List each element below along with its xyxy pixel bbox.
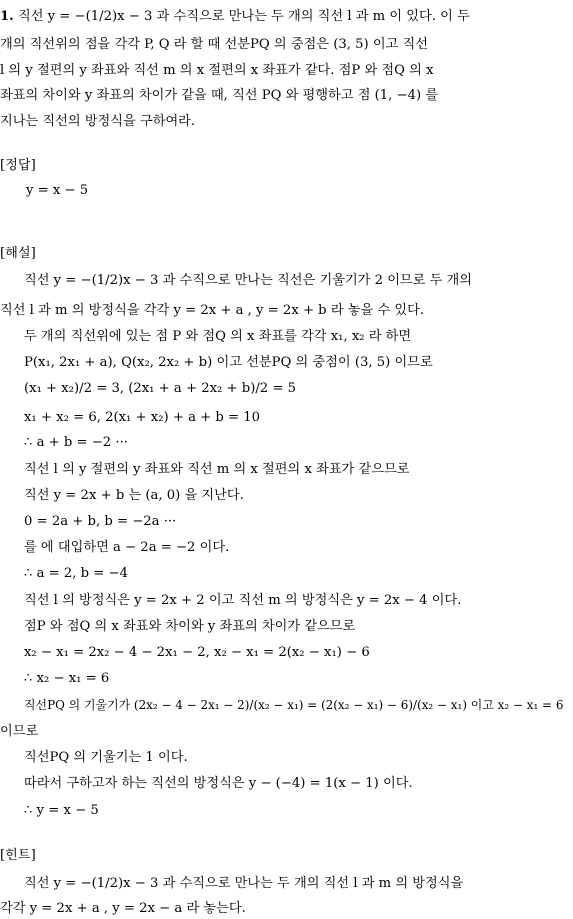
explanation-line: ∴ y = x − 5 bbox=[24, 803, 99, 818]
hint-line: 각각 y = 2x + a , y = 2x − a 라 놓는다. bbox=[0, 901, 246, 916]
explanation-line: 두 개의 직선위에 있는 점 P 와 점Q 의 x 좌표를 각각 x₁, x₂ 라 하면 bbox=[24, 329, 412, 344]
explanation-line: 직선PQ 의 기울기가 (2x₂ − 4 − 2x₁ − 2)/(x₂ − x₁) = (2(x₂ − x₁) − 6)/(x₂ − x₁) 이고 x₂ − x₁ = 6 bbox=[24, 698, 564, 712]
explanation-line: 를 에 대입하면 a − 2a = −2 이다. bbox=[24, 540, 230, 555]
problem-line-5: 지나는 직선의 방정식을 구하여라. bbox=[0, 114, 196, 129]
problem-line-4: 좌표의 차이와 y 좌표의 차이가 같을 때, 직선 PQ 와 평행하고 점 (1, −4) 를 bbox=[0, 88, 439, 103]
explanation-line: P(x₁, 2x₁ + a), Q(x₂, 2x₂ + b) 이고 선분PQ 의 중점이 (3, 5) 이므로 bbox=[24, 355, 433, 370]
explanation-heading: [해설] bbox=[0, 246, 36, 261]
problem-line-3: l 의 y 절편의 y 좌표와 직선 m 의 x 절편의 x 좌표가 같다. 점P 와 점Q 의 x bbox=[0, 63, 434, 78]
explanation-line: (x₁ + x₂)/2 = 3, (2x₁ + a + 2x₂ + b)/2 = 5 bbox=[24, 381, 296, 396]
explanation-line: 직선 l 의 y 절편의 y 좌표와 직선 m 의 x 절편의 x 좌표가 같으므로 bbox=[24, 462, 410, 477]
explanation-line: 따라서 구하고자 하는 직선의 방정식은 y − (−4) = 1(x − 1) 이다. bbox=[24, 776, 413, 791]
explanation-line: 이므로 bbox=[0, 724, 39, 739]
hint-heading: [힌트] bbox=[0, 848, 36, 863]
answer-heading: [정답] bbox=[0, 158, 36, 173]
explanation-line: 직선 l 의 방정식은 y = 2x + 2 이고 직선 m 의 방정식은 y = 2x − 4 이다. bbox=[24, 593, 462, 608]
explanation-line: x₂ − x₁ = 2x₂ − 4 − 2x₁ − 2, x₂ − x₁ = 2(x₂ − x₁) − 6 bbox=[24, 645, 370, 660]
explanation-line: 점P 와 점Q 의 x 좌표와 차이와 y 좌표의 차이가 같으므로 bbox=[24, 619, 356, 634]
explanation-line: ∴ x₂ − x₁ = 6 bbox=[24, 671, 110, 686]
explanation-line: 직선 y = 2x + b 는 (a, 0) 을 지난다. bbox=[24, 488, 244, 503]
problem-line-1 bbox=[0, 8, 470, 26]
problem-line-2: 개의 직선위의 점을 각각 P, Q 라 할 때 선분PQ 의 중점은 (3, 5) 이고 직선 bbox=[0, 37, 429, 52]
explanation-line: 직선PQ 의 기울기는 1 이다. bbox=[24, 750, 188, 765]
problem-number: 1. bbox=[0, 9, 14, 24]
explanation-line: ∴ a + b = −2 ··· bbox=[24, 435, 128, 450]
explanation-line: 0 = 2a + b, b = −2a ··· bbox=[24, 514, 177, 529]
explanation-line: x₁ + x₂ = 6, 2(x₁ + x₂) + a + b = 10 bbox=[24, 410, 261, 425]
explanation-line: 직선 l 과 m 의 방정식을 각각 y = 2x + a , y = 2x + b 라 놓을 수 있다. bbox=[0, 303, 425, 318]
hint-line: 직선 y = −(1/2)x − 3 과 수직으로 만나는 두 개의 직선 l 과 m 의 방정식을 bbox=[24, 876, 464, 891]
answer-line: y = x − 5 bbox=[26, 183, 89, 198]
explanation-line: ∴ a = 2, b = −4 bbox=[24, 566, 128, 581]
problem-text: 직선 y = −(1/2)x − 3 과 수직으로 만나는 두 개의 직선 l 과 m 이 있다. 이 두 bbox=[17, 9, 470, 24]
explanation-line: 직선 y = −(1/2)x − 3 과 수직으로 만나는 직선은 기울기가 2 이므로 두 개의 bbox=[24, 273, 473, 288]
